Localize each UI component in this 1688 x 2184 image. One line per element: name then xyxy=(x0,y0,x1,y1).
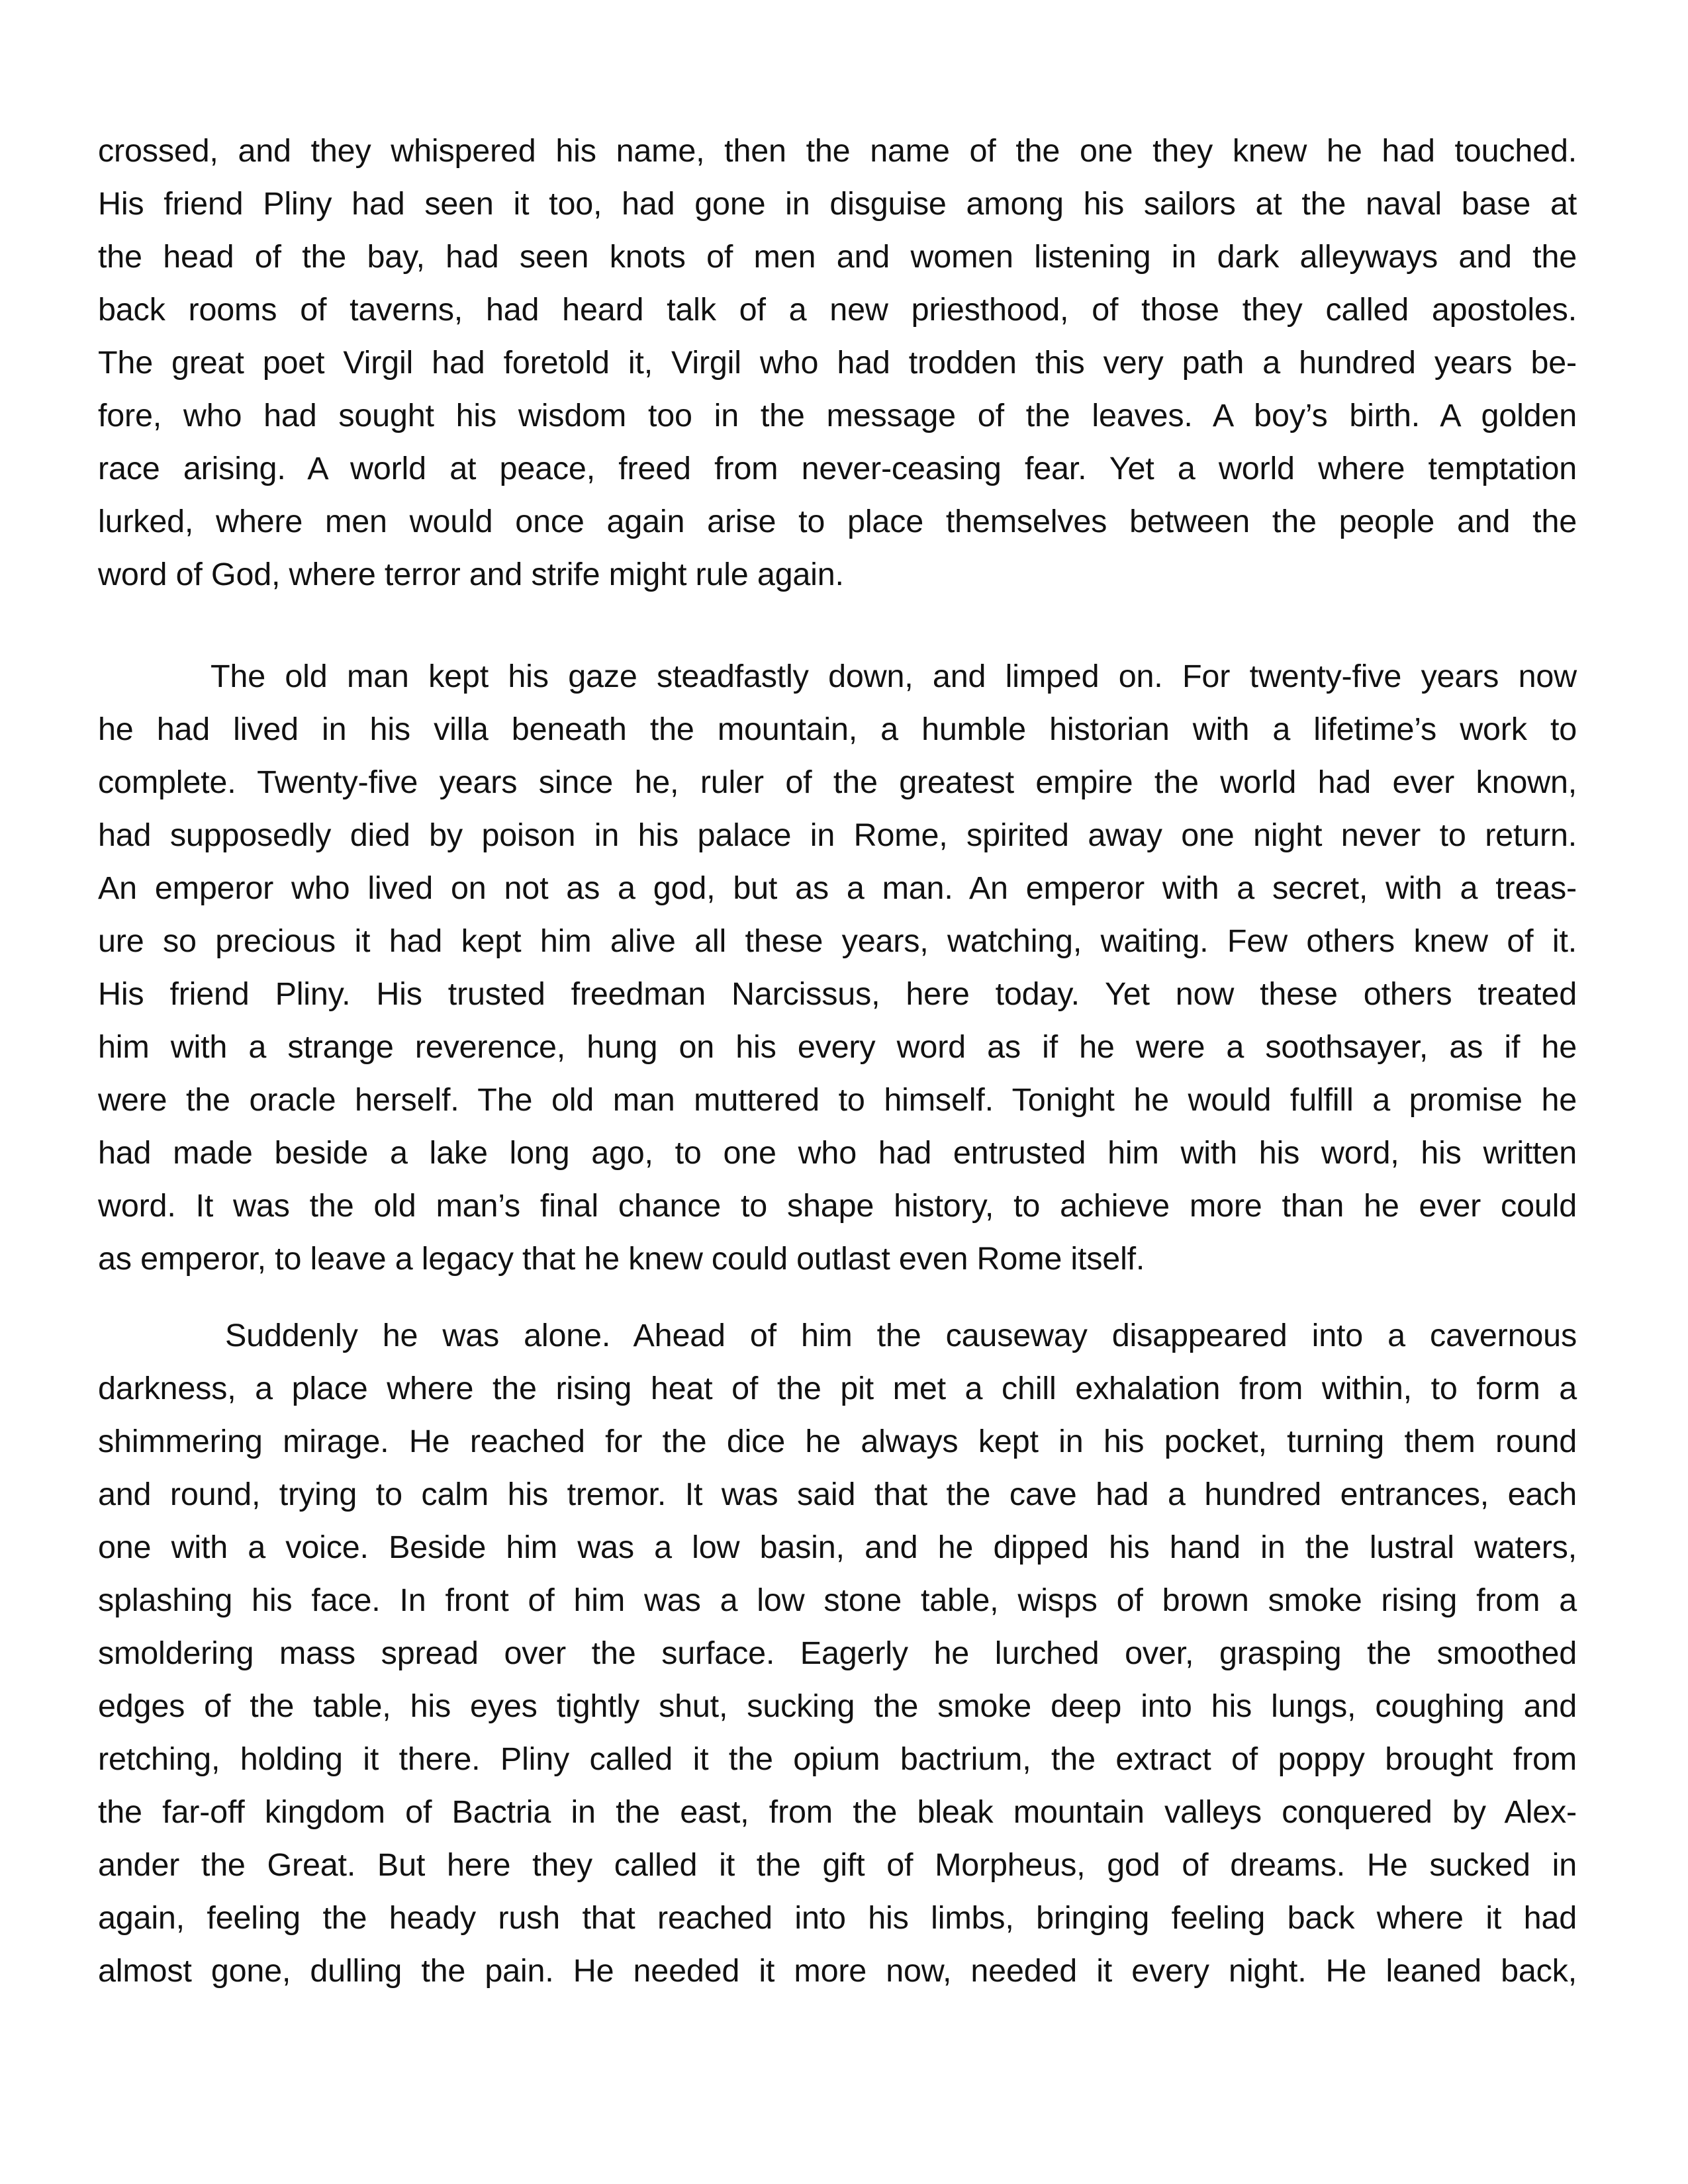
text-line: crossed, and they whispered his name, then the name of the one they knew he had touched. xyxy=(98,133,1577,169)
text-line: His friend Pliny. His trusted freedman Narcissus, here today. Yet now these others treated xyxy=(98,976,1577,1012)
text-line: the far-off kingdom of Bactria in the east, from the bleak mountain valleys conquered by Alex- xyxy=(98,1794,1577,1830)
text-line: ander the Great. But here they called it the gift of Morpheus, god of dreams. He sucked in xyxy=(98,1847,1577,1883)
text-line: ure so precious it had kept him alive all these years, watching, waiting. Few others knew of it. xyxy=(98,923,1577,959)
text-line: His friend Pliny had seen it too, had gone in disguise among his sailors at the naval base at xyxy=(98,186,1577,222)
text-line: the head of the bay, had seen knots of men and women listening in dark alleyways and the xyxy=(98,239,1577,275)
text-line: splashing his face. In front of him was a low stone table, wisps of brown smoke rising from a xyxy=(98,1582,1577,1618)
text-line: word. It was the old man’s final chance to shape history, to achieve more than he ever could xyxy=(98,1188,1577,1224)
text-line: retching, holding it there. Pliny called it the opium bactrium, the extract of poppy brought from xyxy=(98,1741,1577,1777)
text-line: shimmering mirage. He reached for the dice he always kept in his pocket, turning them round xyxy=(98,1424,1577,1459)
paragraph-2 xyxy=(98,650,1577,1285)
text-line: darkness, a place where the rising heat of the pit met a chill exhalation from within, to form a xyxy=(98,1371,1577,1406)
text-line: had supposedly died by poison in his palace in Rome, spirited away one night never to return. xyxy=(98,817,1577,853)
text-line: An emperor who lived on not as a god, but as a man. An emperor with a secret, with a treas- xyxy=(98,870,1577,906)
paragraph-1 xyxy=(98,124,1577,601)
text-line: Suddenly he was alone. Ahead of him the causeway disappeared into a cavernous xyxy=(225,1318,1577,1353)
text-line: The old man kept his gaze steadfastly down, and limped on. For twenty-five years now xyxy=(211,659,1577,694)
text-line: almost gone, dulling the pain. He needed it more now, needed it every night. He leaned back, xyxy=(98,1953,1577,1989)
text-line: and round, trying to calm his tremor. It was said that the cave had a hundred entrances, each xyxy=(98,1477,1577,1512)
paragraph-3 xyxy=(98,1309,1577,1997)
text-line: as emperor, to leave a legacy that he knew could outlast even Rome itself. xyxy=(98,1241,1145,1277)
text-line: The great poet Virgil had foretold it, Virgil who had trodden this very path a hundred years be- xyxy=(98,345,1577,381)
text-line: back rooms of taverns, had heard talk of a new priesthood, of those they called apostoles. xyxy=(98,292,1577,328)
text-line: were the oracle herself. The old man muttered to himself. Tonight he would fulfill a promise he xyxy=(98,1082,1577,1118)
text-line: complete. Twenty-five years since he, ruler of the greatest empire the world had ever known, xyxy=(98,764,1577,800)
text-line: edges of the table, his eyes tightly shut, sucking the smoke deep into his lungs, coughing and xyxy=(98,1688,1577,1724)
text-line: fore, who had sought his wisdom too in the message of the leaves. A boy’s birth. A golden xyxy=(98,398,1577,433)
text-line: smoldering mass spread over the surface. Eagerly he lurched over, grasping the smoothed xyxy=(98,1635,1577,1671)
text-line: lurked, where men would once again arise to place themselves between the people and the xyxy=(98,504,1577,539)
text-line: he had lived in his villa beneath the mountain, a humble historian with a lifetime’s work to xyxy=(98,711,1577,747)
text-line: him with a strange reverence, hung on his every word as if he were a soothsayer, as if he xyxy=(98,1029,1577,1065)
text-line: word of God, where terror and strife might rule again. xyxy=(98,557,844,592)
text-line: had made beside a lake long ago, to one who had entrusted him with his word, his written xyxy=(98,1135,1577,1171)
text-line: again, feeling the heady rush that reached into his limbs, bringing feeling back where it had xyxy=(98,1900,1577,1936)
text-line: one with a voice. Beside him was a low basin, and he dipped his hand in the lustral waters, xyxy=(98,1529,1577,1565)
text-line: race arising. A world at peace, freed from never-ceasing fear. Yet a world where temptation xyxy=(98,451,1577,486)
